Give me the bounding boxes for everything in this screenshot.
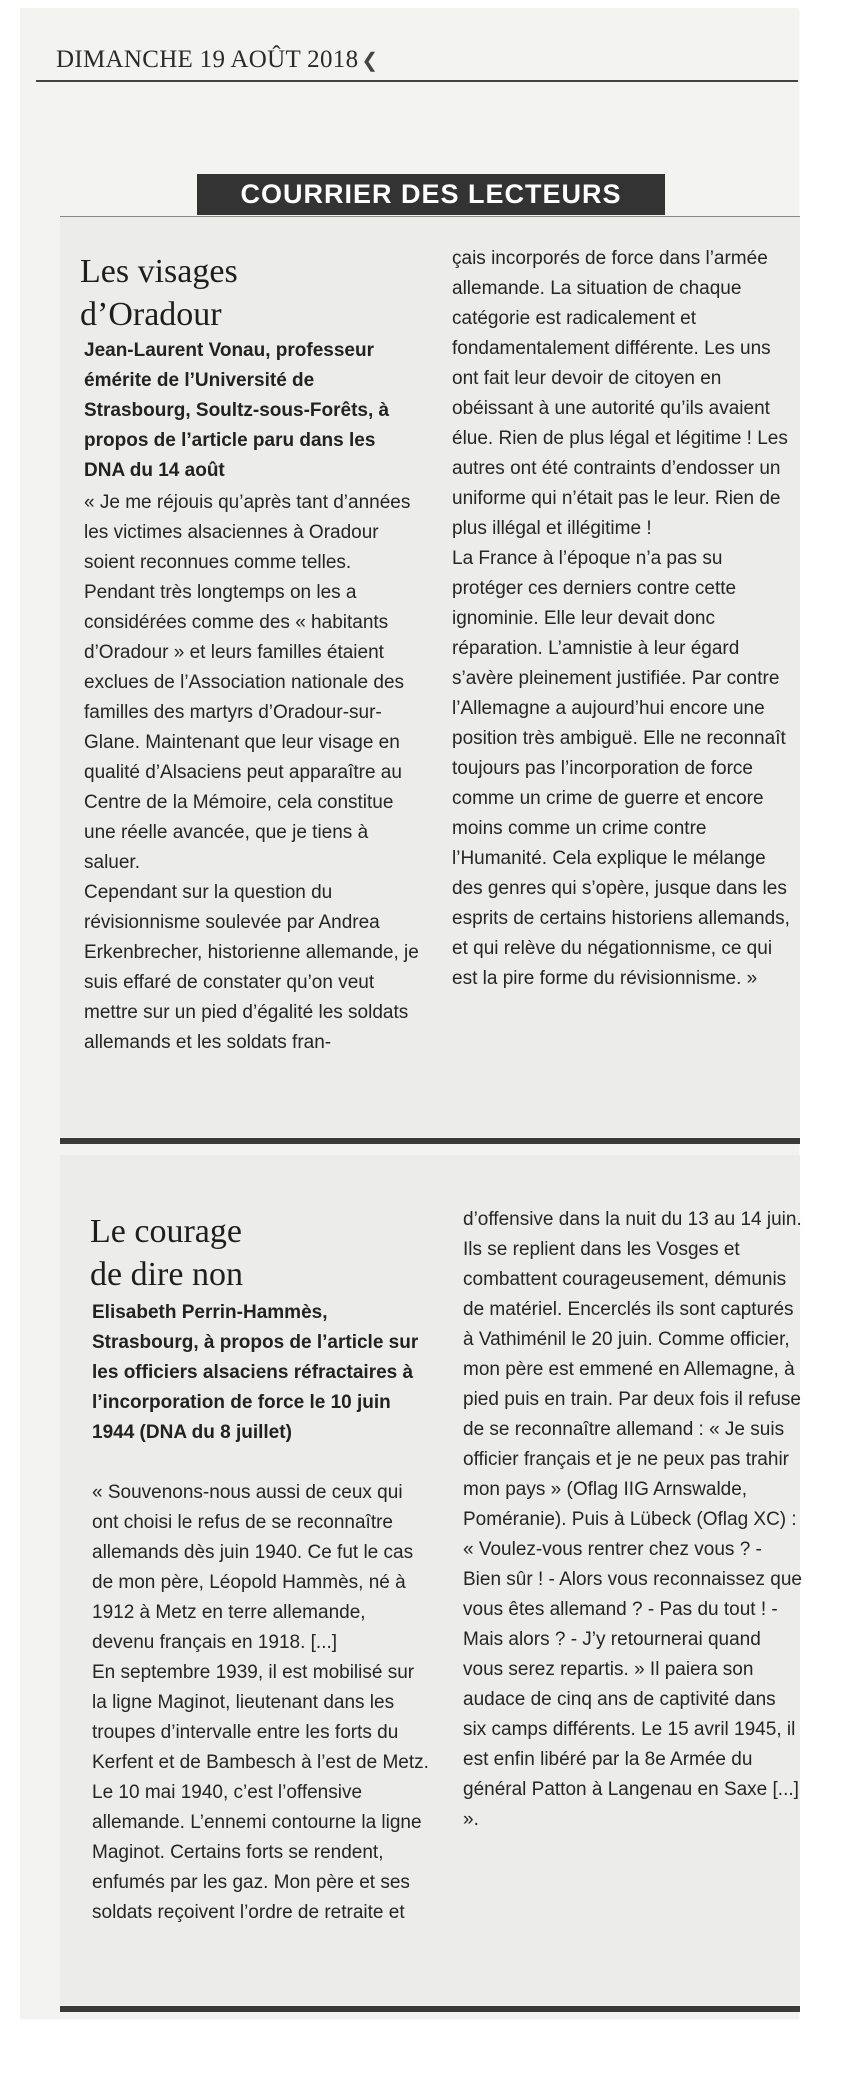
header-rule [36, 80, 798, 82]
paragraph: « Souvenons-nous aussi de ceux qui ont choisi le refus de se reconnaître allemands dès juin 1940. Ce fut le cas de mon père, Léopold Hammès, né à 1912 à Metz en terre allemande, devenu français en 1918. [...] [92, 1482, 414, 1653]
article-headline [80, 250, 420, 336]
headline-line: Le courage [90, 1213, 242, 1250]
chevron-left-icon: ❮ [361, 50, 379, 72]
issue-dateline [56, 46, 378, 74]
article-column [84, 488, 424, 1058]
article-column [92, 1478, 432, 1928]
headline-line: d’Oradour [80, 296, 222, 333]
article-byline: Elisabeth Perrin-Hammès, Strasbourg, à propos de l’article sur les officiers alsaciens réfractaires à l’incorporation de force le 10 juin 1944 (DNA du 8 juillet) [92, 1302, 419, 1443]
article-separator [60, 1138, 800, 1144]
article-byline: Jean-Laurent Vonau, professeur émérite de l’Université de Strasbourg, Soultz-sous-Forêts, à propos de l’article paru dans les DNA du 14 août [84, 340, 390, 481]
paragraph: En septembre 1939, il est mobilisé sur la ligne Maginot, lieutenant dans les troupes d’intervalle entre les forts du Kerfent et de Bambesch à l’est de Metz. Le 10 mai 1940, c’est l’offensive allemande. L’ennemi contourne la ligne Maginot. Certains forts se rendent, enfumés par les gaz. Mon père et ses soldats reçoivent l’ordre de retraite et [92, 1662, 429, 1923]
dateline-text: DIMANCHE 19 AOÛT 2018 [56, 46, 359, 73]
article-separator [60, 2006, 800, 2012]
headline-line: Les visages [80, 253, 238, 290]
section-title: COURRIER DES LECTEURS [240, 179, 622, 209]
paragraph: « Je me réjouis qu’après tant d’années les victimes alsaciennes à Oradour soient reconnues comme telles. Pendant très longtemps on les a considérées comme des « habitants d’Oradour » et leurs familles étaient exclues de l’Association nationale des familles des martyrs d’Oradour-sur-Glane. Maintenant que leur visage en qualité d’Alsaciens peut apparaître au Centre de la Mémoire, cela constitue une réelle avancée, que je tiens à saluer. [84, 492, 411, 873]
headline-line: de dire non [90, 1256, 243, 1293]
article-headline [90, 1210, 430, 1296]
paragraph: La France à l’époque n’a pas su protéger ces derniers contre cette ignominie. Elle leur devait donc réparation. L’amnistie à leur égard s’avère pleinement justifiée. Par contre l’Allemagne a aujourd’hui encore une position très ambiguë. Elle ne reconnaît toujours pas l’incorporation de force comme un crime de guerre et encore moins comme un crime contre l’Humanité. Cela explique le mélange des genres qui s’opère, jusque dans les esprits de certains historiens allemands, et qui relève du négationnisme, ce qui est la pire forme du révisionnisme. » [452, 548, 790, 989]
paragraph: Cependant sur la question du révisionnisme soulevée par Andrea Erkenbrecher, historienne allemande, je suis effaré de constater qu’on veut mettre sur un pied d’égalité les soldats allemands et les soldats fran- [84, 882, 419, 1053]
article-column [452, 244, 792, 994]
paragraph: d’offensive dans la nuit du 13 au 14 juin. Ils se replient dans les Vosges et combattent courageusement, démunis de matériel. Encerclés ils sont capturés à Vathiménil le 20 juin. Comme officier, mon père est emmené en Allemagne, à pied puis en train. Par deux fois il refuse de se reconnaître allemand : « Je suis officier français et je ne peux pas trahir mon pays » (Oflag IIG Arnswalde, Poméranie). Puis à Lübeck (Oflag XC) : « Voulez-vous rentrer chez vous ? - Bien sûr ! - Alors vous reconnaissez que vous êtes allemand ? - Pas du tout ! - Mais alors ? - J’y retournerai quand vous serez repartis. » Il paiera son audace de cinq ans de captivité dans six camps différents. Le 15 avril 1945, il est enfin libéré par la 8e Armée du général Patton à Langenau en Saxe [...] ». [463, 1209, 803, 1830]
section-rule [60, 216, 800, 217]
section-banner [197, 174, 665, 215]
article-column [463, 1205, 803, 1835]
paragraph: çais incorporés de force dans l’armée allemande. La situation de chaque catégorie est radicalement et fondamentalement différente. Les uns ont fait leur devoir de citoyen en obéissant à une autorité qu’ils avaient élue. Rien de plus légal et légitime ! Les autres ont été contraints d’endosser un uniforme qui n’était pas le leur. Rien de plus illégal et illégitime ! [452, 248, 788, 539]
